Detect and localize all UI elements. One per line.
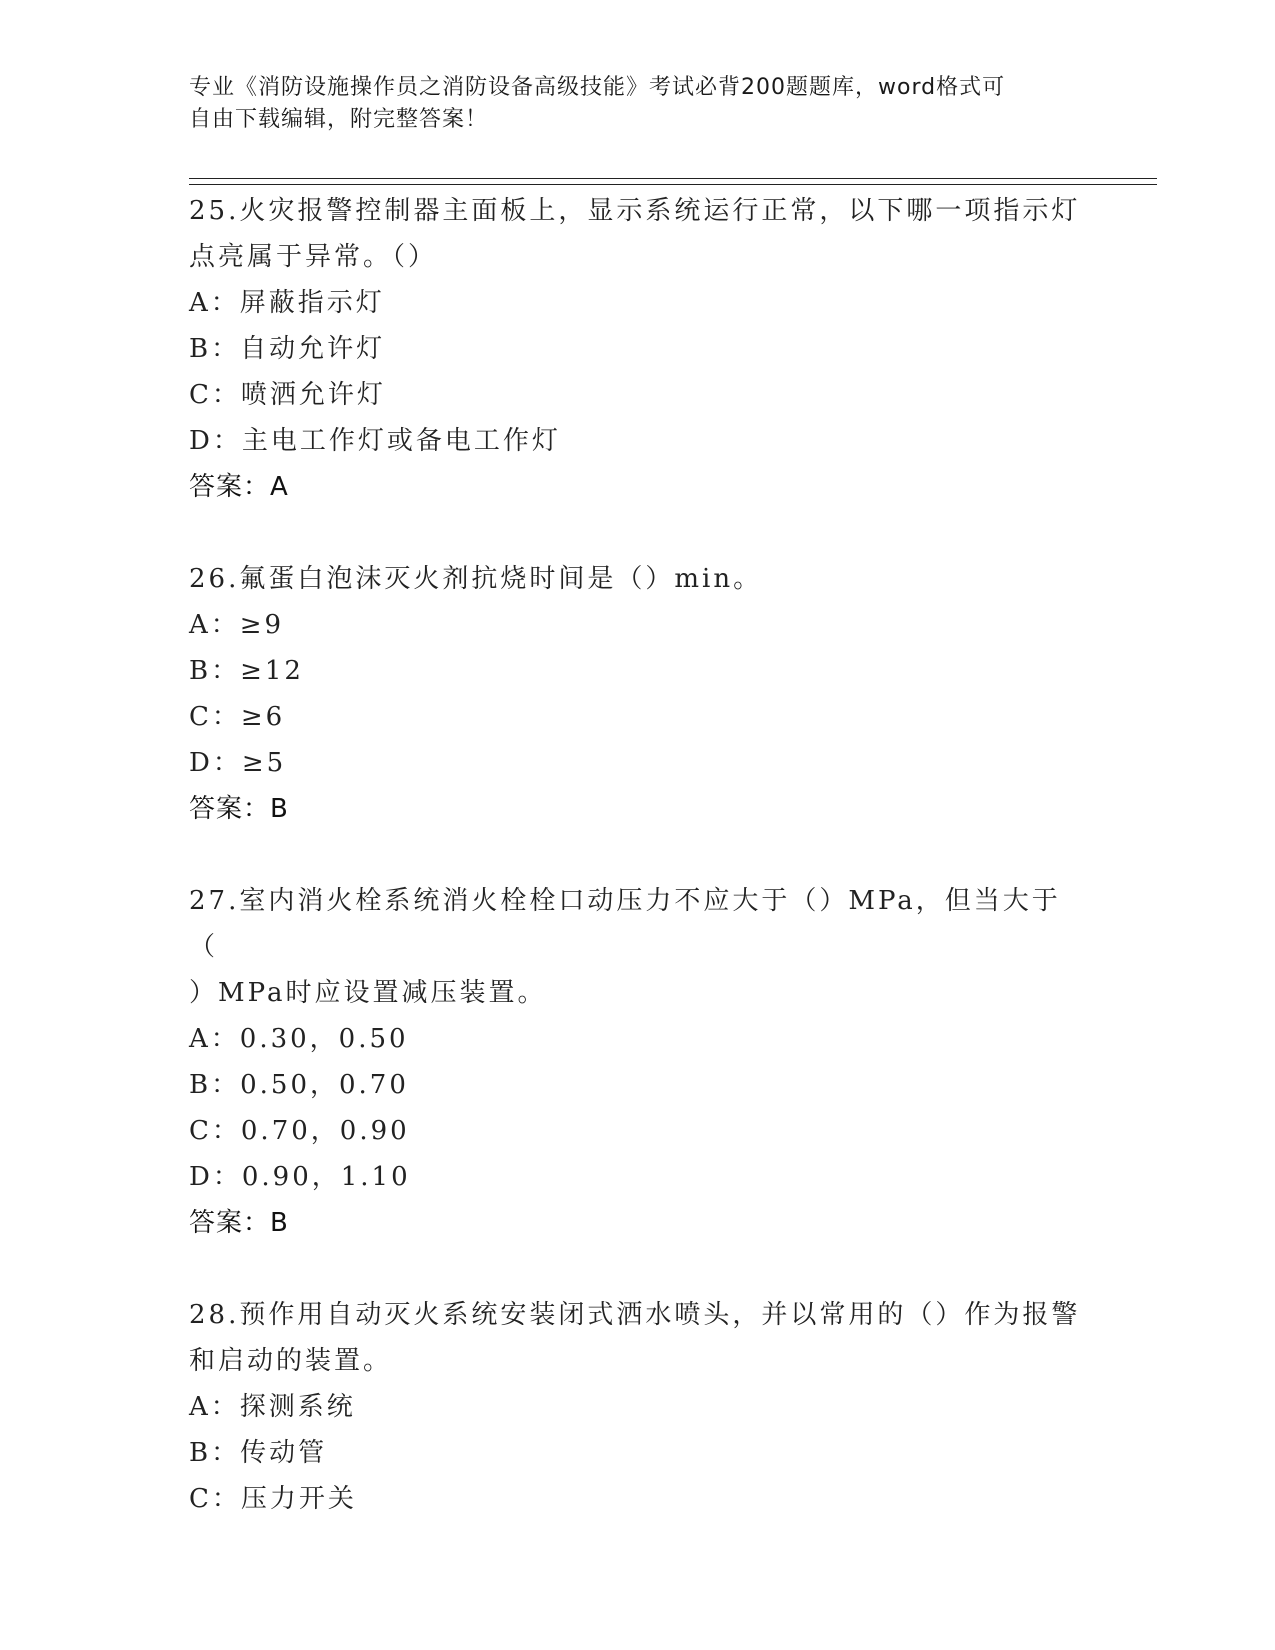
option-a: A：0.30，0.50 bbox=[189, 1024, 409, 1054]
option-c: C：压力开关 bbox=[189, 1484, 357, 1514]
question-25 bbox=[189, 188, 1089, 510]
option-d: D：主电工作灯或备电工作灯 bbox=[189, 426, 561, 456]
question-spacer bbox=[189, 832, 1089, 878]
question-stem-line: ）MPa时应设置减压装置。 bbox=[189, 978, 547, 1008]
option-a: A：屏蔽指示灯 bbox=[189, 288, 385, 318]
option-a: A：探测系统 bbox=[189, 1392, 356, 1422]
option-a: A：≥9 bbox=[189, 610, 285, 640]
question-27 bbox=[189, 878, 1089, 1246]
question-stem-line: 和启动的装置。 bbox=[189, 1346, 393, 1376]
header-line-1: 专业《消防设施操作员之消防设备高级技能》考试必背200题题库，word格式可 bbox=[189, 75, 1006, 100]
header-line-2: 自由下载编辑，附完整答案！ bbox=[189, 107, 489, 132]
header-divider-top bbox=[189, 178, 1157, 179]
answer-label: 答案：B bbox=[189, 1208, 289, 1238]
option-b: B：0.50，0.70 bbox=[189, 1070, 409, 1100]
question-28 bbox=[189, 1292, 1089, 1522]
option-d: D：0.90，1.10 bbox=[189, 1162, 411, 1192]
header-divider-bottom bbox=[189, 184, 1157, 185]
document-header bbox=[189, 72, 1089, 136]
question-spacer bbox=[189, 1246, 1089, 1292]
question-spacer bbox=[189, 510, 1089, 556]
question-stem-line: 26.氟蛋白泡沫灭火剂抗烧时间是（）min。 bbox=[189, 564, 763, 594]
option-c: C：0.70，0.90 bbox=[189, 1116, 410, 1146]
question-stem-line: 25.火灾报警控制器主面板上，显示系统运行正常，以下哪一项指示灯 bbox=[189, 196, 1081, 226]
answer-label: 答案：A bbox=[189, 472, 289, 502]
option-b: B：≥12 bbox=[189, 656, 304, 686]
option-c: C：喷洒允许灯 bbox=[189, 380, 386, 410]
option-d: D：≥5 bbox=[189, 748, 287, 778]
question-list bbox=[189, 188, 1089, 1522]
question-26 bbox=[189, 556, 1089, 832]
answer-label: 答案：B bbox=[189, 794, 289, 824]
question-stem-line: 28.预作用自动灭火系统安装闭式洒水喷头，并以常用的（）作为报警 bbox=[189, 1300, 1081, 1330]
option-c: C：≥6 bbox=[189, 702, 286, 732]
option-b: B：传动管 bbox=[189, 1438, 328, 1468]
question-stem-line: 点亮属于异常。（） bbox=[189, 242, 438, 272]
option-b: B：自动允许灯 bbox=[189, 334, 386, 364]
question-stem-line: 27.室内消火栓系统消火栓栓口动压力不应大于（）MPa，但当大于（ bbox=[189, 886, 1061, 962]
